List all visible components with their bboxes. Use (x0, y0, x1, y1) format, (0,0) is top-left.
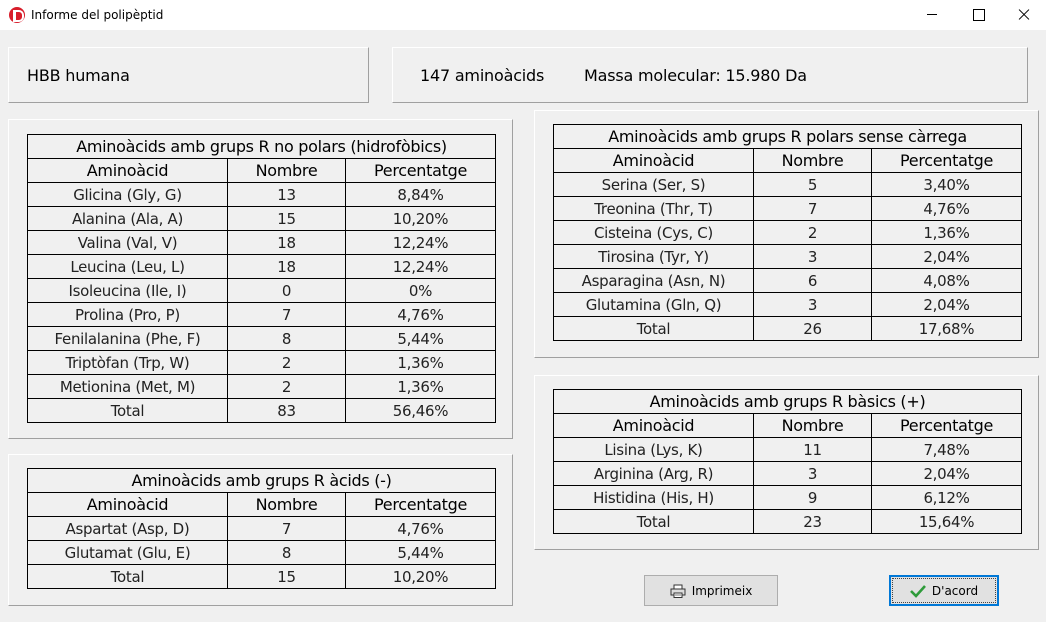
table-row (554, 486, 1022, 510)
molecular-mass: Massa molecular: 15.980 Da (584, 66, 807, 85)
aminoacid-name: Alanina (Ala, A) (28, 207, 228, 231)
amino-count: 147 aminoàcids (420, 66, 545, 85)
table-row (28, 541, 496, 565)
printer-icon (670, 584, 686, 598)
aminoacid-count: 6 (754, 269, 872, 293)
aminoacid-name: Asparagina (Asn, N) (554, 269, 754, 293)
title-bar (0, 0, 1046, 30)
aminoacid-name: Fenilalanina (Phe, F) (28, 327, 228, 351)
aminoacid-percentage: 4,76% (346, 303, 496, 327)
aminoacid-count: 2 (228, 375, 346, 399)
aminoacid-count: 8 (228, 327, 346, 351)
aminoacid-percentage: 12,24% (346, 255, 496, 279)
column-header-count: Nombre (228, 159, 346, 183)
table-title-row (28, 135, 496, 159)
column-header-percentage: Percentatge (872, 414, 1022, 438)
table-row (28, 183, 496, 207)
table-row (554, 293, 1022, 317)
table-title: Aminoàcids amb grups R àcids (-) (28, 469, 496, 493)
aminoacid-percentage: 5,44% (346, 541, 496, 565)
aminoacid-count: 2 (754, 221, 872, 245)
aminoacid-count: 3 (754, 462, 872, 486)
protein-info-panel (392, 47, 1028, 103)
total-count: 83 (228, 399, 346, 423)
aminoacid-name: Treonina (Thr, T) (554, 197, 754, 221)
aminoacid-percentage: 2,04% (872, 462, 1022, 486)
table-title: Aminoàcids amb grups R polars sense càrrega (554, 125, 1022, 149)
table-row (554, 245, 1022, 269)
column-header-aminoacid: Aminoàcid (554, 414, 754, 438)
total-count: 23 (754, 510, 872, 534)
aminoacid-percentage: 1,36% (872, 221, 1022, 245)
aminoacid-name: Glutamat (Glu, E) (28, 541, 228, 565)
column-header-aminoacid: Aminoàcid (28, 493, 228, 517)
aminoacid-name: Aspartat (Asp, D) (28, 517, 228, 541)
aminoacid-name: Lisina (Lys, K) (554, 438, 754, 462)
aminoacid-count: 8 (228, 541, 346, 565)
table-title-row (28, 469, 496, 493)
column-header-count: Nombre (754, 149, 872, 173)
aminoacid-percentage: 6,12% (872, 486, 1022, 510)
ok-button-label: D'acord (931, 583, 979, 598)
total-count: 15 (228, 565, 346, 589)
aminoacid-name: Triptòfan (Trp, W) (28, 351, 228, 375)
table-row (28, 279, 496, 303)
table-header-row (28, 159, 496, 183)
aminoacid-count: 15 (228, 207, 346, 231)
column-header-count: Nombre (228, 493, 346, 517)
protein-name-panel (8, 47, 369, 103)
aminoacid-percentage: 1,36% (346, 375, 496, 399)
column-header-count: Nombre (754, 414, 872, 438)
aminoacid-name: Leucina (Leu, L) (28, 255, 228, 279)
aminoacid-name: Serina (Ser, S) (554, 173, 754, 197)
total-label: Total (554, 510, 754, 534)
table-row (28, 207, 496, 231)
aminoacid-name: Tirosina (Tyr, Y) (554, 245, 754, 269)
column-header-percentage: Percentatge (346, 159, 496, 183)
aminoacid-count: 3 (754, 245, 872, 269)
aminoacid-percentage: 2,04% (872, 245, 1022, 269)
polar-table (553, 124, 1022, 341)
aminoacid-percentage: 7,48% (872, 438, 1022, 462)
table-row (28, 327, 496, 351)
aminoacid-percentage: 10,20% (346, 207, 496, 231)
focus-rectangle (892, 578, 996, 603)
table-title-row (554, 390, 1022, 414)
total-percentage: 15,64% (872, 510, 1022, 534)
print-button[interactable] (644, 575, 778, 606)
aminoacid-count: 13 (228, 183, 346, 207)
table-row (554, 173, 1022, 197)
app-logo-icon[interactable] (9, 7, 25, 23)
total-row (554, 317, 1022, 341)
total-label: Total (28, 565, 228, 589)
ok-button[interactable] (889, 575, 999, 606)
total-percentage: 17,68% (872, 317, 1022, 341)
table-title-row (554, 125, 1022, 149)
table-row (28, 231, 496, 255)
table-header-row (554, 149, 1022, 173)
aminoacid-count: 11 (754, 438, 872, 462)
acidic-table (27, 468, 496, 589)
aminoacid-count: 7 (228, 517, 346, 541)
aminoacid-percentage: 3,40% (872, 173, 1022, 197)
aminoacid-percentage: 12,24% (346, 231, 496, 255)
aminoacid-count: 2 (228, 351, 346, 375)
table-row (554, 462, 1022, 486)
aminoacid-percentage: 4,08% (872, 269, 1022, 293)
aminoacid-count: 5 (754, 173, 872, 197)
aminoacid-name: Prolina (Pro, P) (28, 303, 228, 327)
aminoacid-name: Cisteina (Cys, C) (554, 221, 754, 245)
table-header-row (554, 414, 1022, 438)
aminoacid-count: 0 (228, 279, 346, 303)
aminoacid-percentage: 8,84% (346, 183, 496, 207)
table-row (28, 303, 496, 327)
aminoacid-count: 18 (228, 255, 346, 279)
table-row (28, 351, 496, 375)
aminoacid-percentage: 4,76% (872, 197, 1022, 221)
aminoacid-percentage: 0% (346, 279, 496, 303)
column-header-percentage: Percentatge (346, 493, 496, 517)
aminoacid-name: Glicina (Gly, G) (28, 183, 228, 207)
nonpolar-table (27, 134, 496, 423)
aminoacid-count: 7 (228, 303, 346, 327)
print-button-label: Imprimeix (691, 583, 753, 598)
aminoacid-name: Isoleucina (Ile, I) (28, 279, 228, 303)
aminoacid-percentage: 5,44% (346, 327, 496, 351)
aminoacid-percentage: 1,36% (346, 351, 496, 375)
table-row (554, 221, 1022, 245)
total-row (28, 399, 496, 423)
aminoacid-percentage: 2,04% (872, 293, 1022, 317)
close-button[interactable] (1001, 0, 1046, 30)
aminoacid-count: 7 (754, 197, 872, 221)
table-title: Aminoàcids amb grups R bàsics (+) (554, 390, 1022, 414)
total-label: Total (554, 317, 754, 341)
aminoacid-count: 18 (228, 231, 346, 255)
table-row (28, 255, 496, 279)
table-row (554, 197, 1022, 221)
table-row (28, 517, 496, 541)
table-row (28, 375, 496, 399)
table-row (554, 438, 1022, 462)
aminoacid-name: Valina (Val, V) (28, 231, 228, 255)
column-header-aminoacid: Aminoàcid (554, 149, 754, 173)
total-percentage: 56,46% (346, 399, 496, 423)
window-title: Informe del polipèptid (31, 8, 164, 22)
column-header-aminoacid: Aminoàcid (28, 159, 228, 183)
aminoacid-count: 3 (754, 293, 872, 317)
column-header-percentage: Percentatge (872, 149, 1022, 173)
aminoacid-name: Glutamina (Gln, Q) (554, 293, 754, 317)
protein-name: HBB humana (27, 66, 130, 85)
maximize-button[interactable] (955, 0, 1001, 30)
aminoacid-count: 9 (754, 486, 872, 510)
total-count: 26 (754, 317, 872, 341)
table-title: Aminoàcids amb grups R no polars (hidrofòbics) (28, 135, 496, 159)
basic-table (553, 389, 1022, 534)
total-percentage: 10,20% (346, 565, 496, 589)
aminoacid-name: Arginina (Arg, R) (554, 462, 754, 486)
total-row (28, 565, 496, 589)
aminoacid-name: Histidina (His, H) (554, 486, 754, 510)
aminoacid-name: Metionina (Met, M) (28, 375, 228, 399)
table-header-row (28, 493, 496, 517)
total-row (554, 510, 1022, 534)
aminoacid-percentage: 4,76% (346, 517, 496, 541)
total-label: Total (28, 399, 228, 423)
table-row (554, 269, 1022, 293)
minimize-button[interactable] (909, 0, 955, 30)
